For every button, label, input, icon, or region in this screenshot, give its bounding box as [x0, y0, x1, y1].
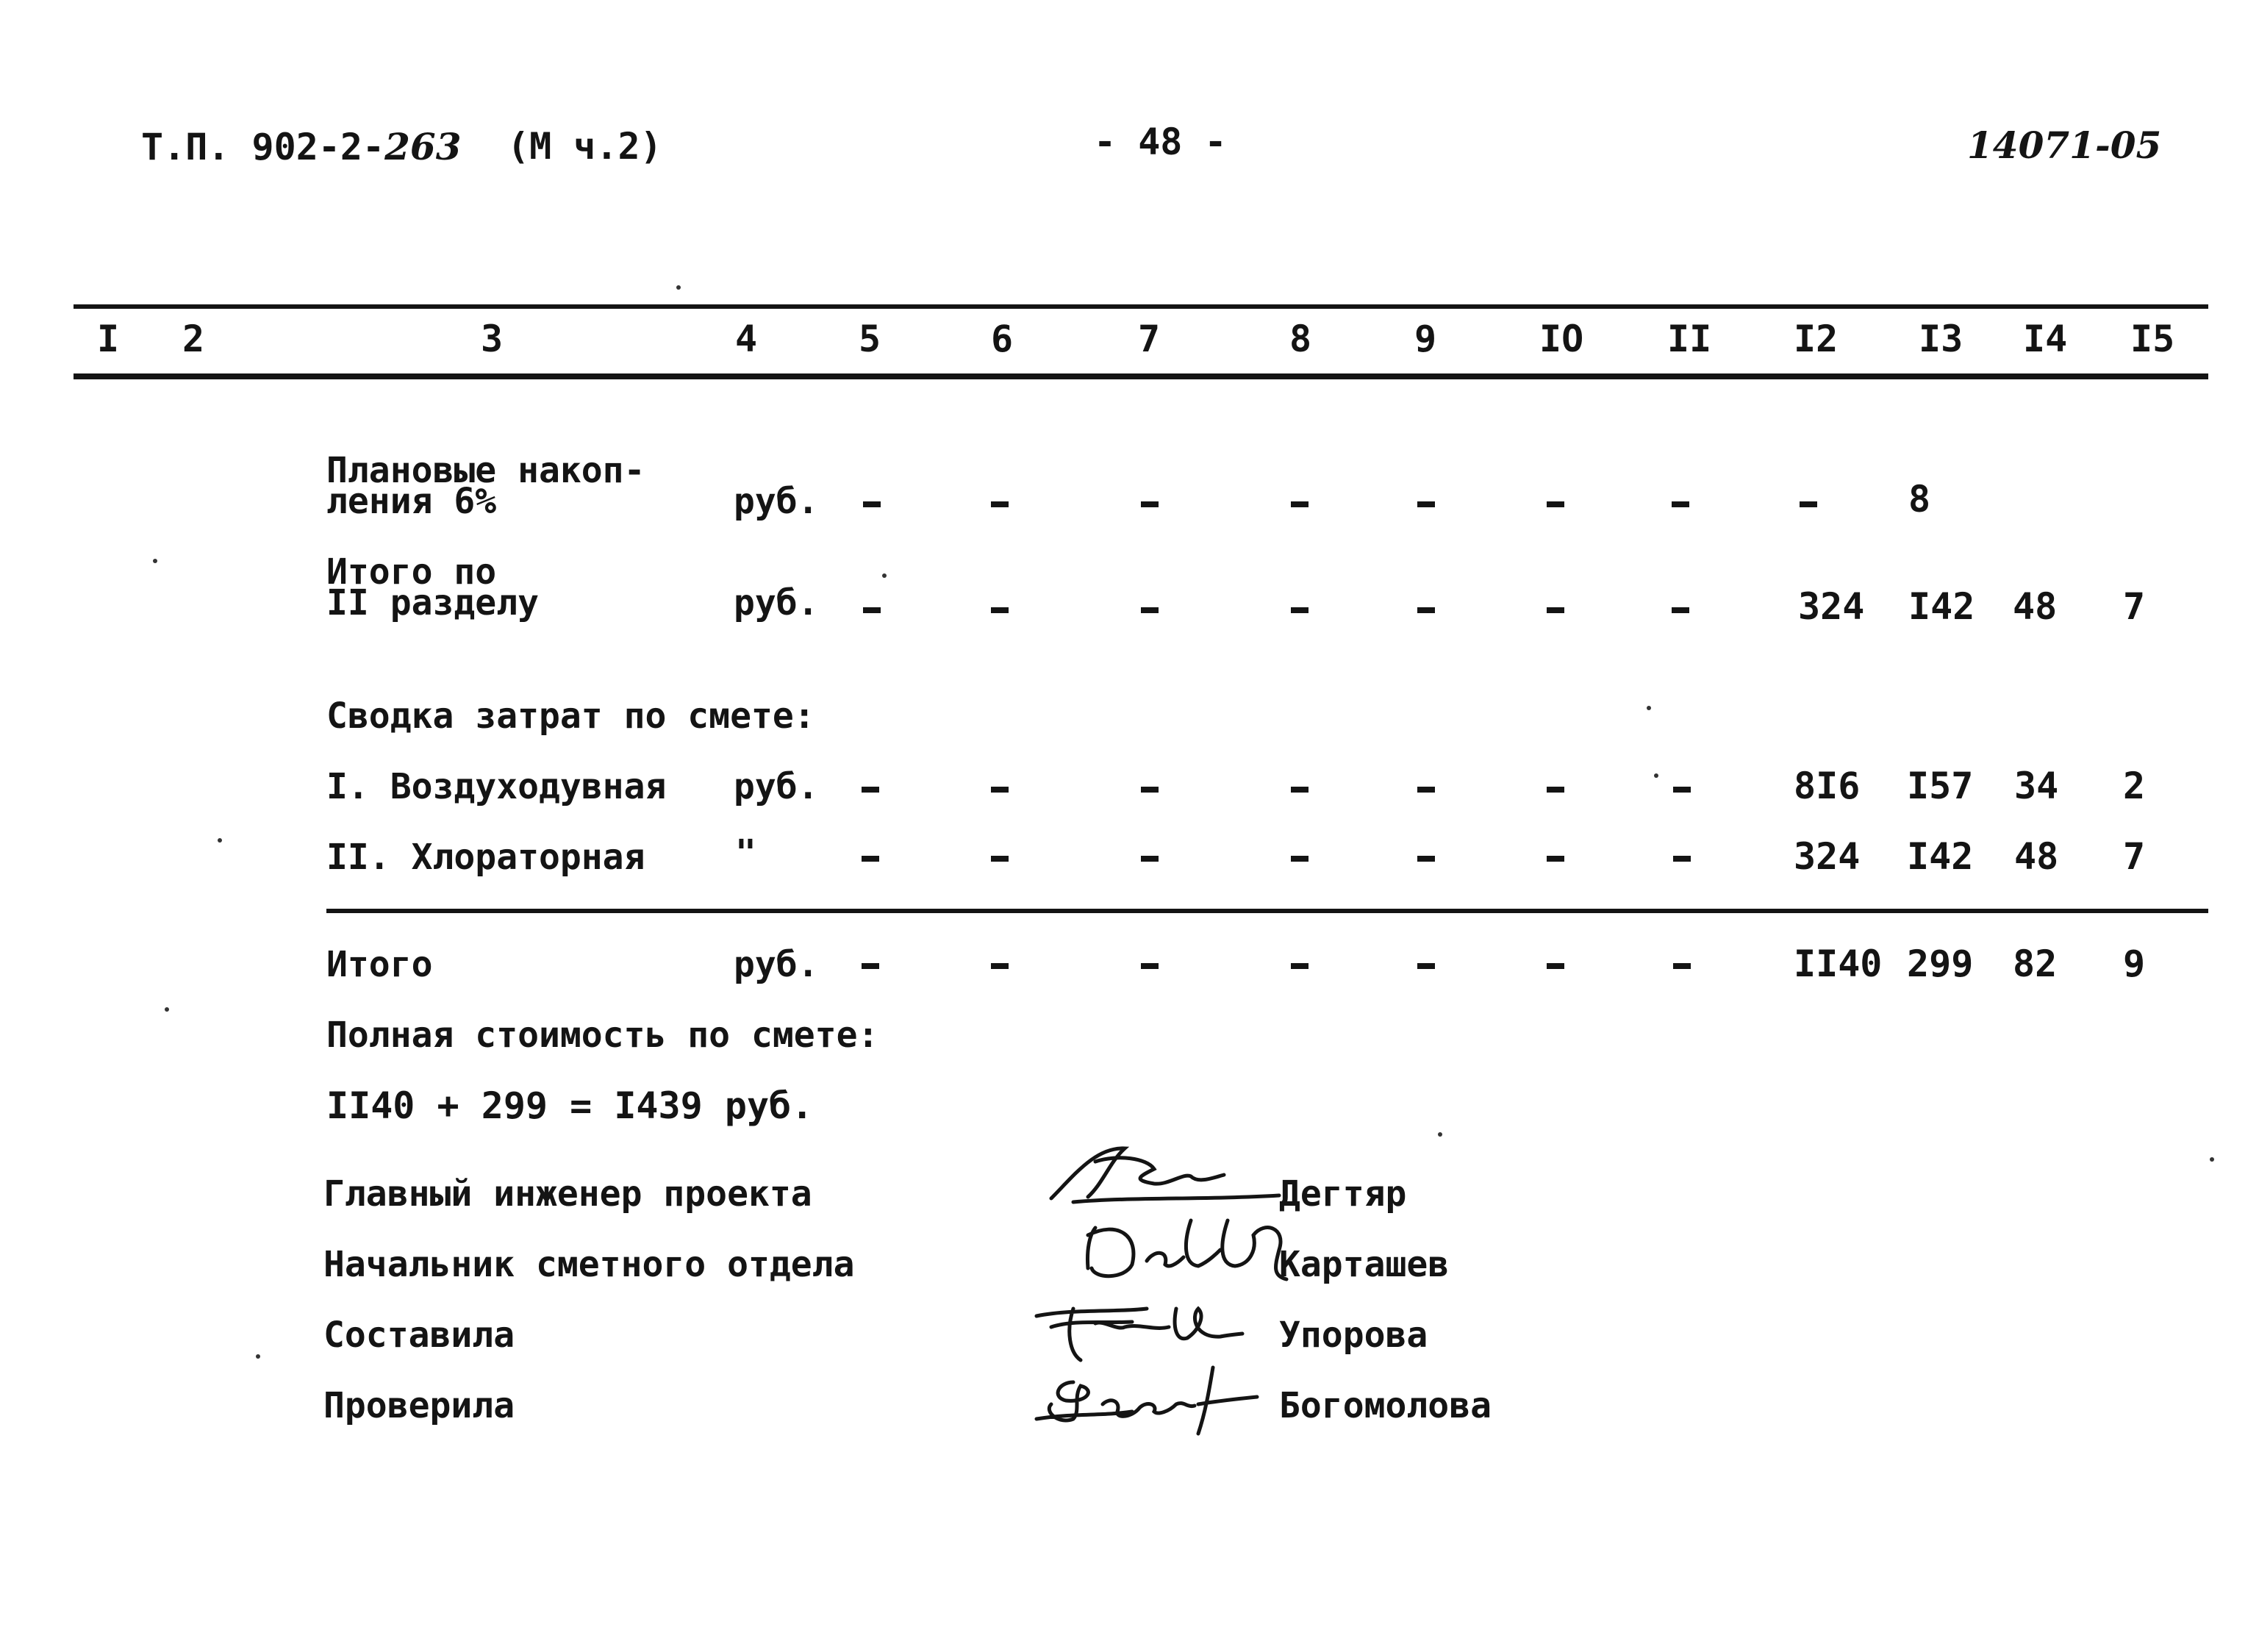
full-cost-formula: II40 + 299 = I439 руб. — [326, 1084, 814, 1127]
dash-c8 — [1291, 607, 1308, 613]
signature-name: Карташев — [1279, 1244, 1450, 1285]
signature-scribble-compiler — [1029, 1287, 1250, 1367]
total-c14: 82 — [2013, 943, 2058, 985]
total-label: Итого — [326, 944, 433, 985]
cell-c13: 8 — [1908, 478, 1931, 521]
scan-speck — [218, 838, 222, 843]
dash-c5 — [862, 787, 879, 793]
col-num-7: 7 — [1138, 318, 1161, 360]
cell-c12: 324 — [1794, 835, 1861, 878]
row-unit-ditto: " — [735, 832, 756, 873]
dash-c7 — [1141, 787, 1159, 793]
scan-speck — [153, 559, 157, 563]
dash-c10 — [1547, 607, 1564, 613]
document-code-handwritten: 263 — [384, 125, 462, 168]
row-name: II. Хлораторная — [326, 837, 645, 878]
signature-scribble-estimate-head — [1073, 1206, 1294, 1294]
dash-c11 — [1672, 501, 1689, 507]
cell-c14: 48 — [2014, 835, 2059, 878]
total-c12: II40 — [1794, 943, 1883, 985]
col-num-3: 3 — [481, 318, 504, 360]
signature-position: Начальник сметного отдела — [323, 1244, 855, 1285]
dash-c7 — [1141, 963, 1159, 969]
archive-number: 14071-05 — [1967, 124, 2162, 167]
col-num-13: I3 — [1919, 318, 1963, 360]
dash-c9 — [1417, 787, 1435, 793]
dash-c5 — [862, 856, 879, 862]
col-num-11: II — [1667, 318, 1712, 360]
dash-c6 — [991, 787, 1009, 793]
dash-c9 — [1417, 607, 1435, 613]
col-num-4: 4 — [735, 318, 758, 360]
dash-c8 — [1291, 963, 1308, 969]
col-num-12: I2 — [1794, 318, 1839, 360]
document-code-prefix: Т.П. 902-2- — [141, 126, 385, 168]
scan-speck — [1654, 773, 1658, 778]
signature-name: Дегтяр — [1279, 1173, 1407, 1215]
dash-c9 — [1417, 501, 1435, 507]
dash-c10 — [1547, 501, 1564, 507]
dash-c7 — [1141, 607, 1159, 613]
total-unit: руб. — [734, 944, 819, 985]
dash-c5 — [862, 963, 879, 969]
dash-c5 — [863, 501, 881, 507]
summary-heading: Сводка затрат по смете: — [326, 696, 815, 737]
total-rule — [326, 909, 2208, 913]
signature-scribble-chief-engineer — [1044, 1132, 1286, 1213]
document-code — [141, 125, 462, 168]
col-num-10: IO — [1539, 318, 1584, 360]
dash-c8 — [1291, 501, 1308, 507]
col-num-6: 6 — [991, 318, 1014, 360]
full-cost-label: Полная стоимость по смете: — [326, 1015, 879, 1056]
row-unit: руб. — [734, 766, 819, 807]
total-c15: 9 — [2123, 943, 2146, 985]
signature-position: Главный инженер проекта — [323, 1173, 812, 1215]
dash-c11 — [1673, 963, 1691, 969]
scan-speck — [1438, 1132, 1442, 1137]
signature-position: Проверила — [323, 1385, 515, 1426]
scan-speck — [165, 1007, 169, 1012]
signature-name: Богомолова — [1279, 1385, 1492, 1426]
row-name: I. Воздуходувная — [326, 766, 667, 807]
cell-c15: 2 — [2123, 765, 2146, 807]
col-num-14: I4 — [2023, 318, 2068, 360]
dash-c10 — [1547, 787, 1564, 793]
dash-c5 — [863, 607, 881, 613]
cell-c13: I42 — [1908, 585, 1975, 628]
cell-c13: I57 — [1907, 765, 1974, 807]
document-part: (М ч.2) — [507, 125, 662, 168]
dash-c9 — [1417, 963, 1435, 969]
cell-c12: 324 — [1798, 585, 1865, 628]
dash-c11 — [1673, 787, 1691, 793]
cell-c14: 34 — [2014, 765, 2059, 807]
row-name-line2: ления 6% — [326, 481, 497, 522]
col-num-5: 5 — [859, 318, 881, 360]
scan-speck — [882, 573, 887, 578]
dash-c8 — [1291, 856, 1308, 862]
row-name-line2: II разделу — [326, 582, 539, 623]
dash-c11 — [1672, 607, 1689, 613]
dash-c8 — [1291, 787, 1308, 793]
dash-c7 — [1141, 501, 1159, 507]
col-num-1: I — [97, 318, 120, 360]
signature-scribble-checker — [1029, 1360, 1264, 1441]
scan-speck — [676, 285, 681, 290]
dash-c11 — [1673, 856, 1691, 862]
dash-c9 — [1417, 856, 1435, 862]
col-num-9: 9 — [1414, 318, 1437, 360]
cell-c15: 7 — [2123, 835, 2146, 878]
row-name-line1: Плановые накоп- — [326, 450, 645, 491]
total-c13: 299 — [1907, 943, 1974, 985]
row-unit: руб. — [734, 582, 819, 623]
cell-c12: 8I6 — [1794, 765, 1861, 807]
row-unit: руб. — [734, 481, 819, 522]
dash-c6 — [991, 607, 1009, 613]
cell-c14: 48 — [2013, 585, 2058, 628]
dash-c12 — [1800, 501, 1817, 507]
scan-speck — [256, 1354, 260, 1359]
page-number: - 48 - — [1094, 121, 1227, 163]
dash-c10 — [1547, 963, 1564, 969]
dash-c6 — [991, 856, 1009, 862]
col-num-8: 8 — [1289, 318, 1312, 360]
scan-speck — [1647, 706, 1651, 710]
col-num-2: 2 — [182, 318, 205, 360]
col-num-15: I5 — [2130, 318, 2175, 360]
table-header-bottom-rule — [74, 373, 2208, 379]
signature-name: Упорова — [1279, 1315, 1428, 1356]
signature-position: Составила — [323, 1315, 515, 1356]
dash-c7 — [1141, 856, 1159, 862]
dash-c10 — [1547, 856, 1564, 862]
dash-c6 — [991, 501, 1009, 507]
cell-c13: I42 — [1907, 835, 1974, 878]
row-name-line1: Итого по — [326, 551, 497, 593]
cell-c15: 7 — [2123, 585, 2146, 628]
dash-c6 — [991, 963, 1009, 969]
table-top-rule — [74, 304, 2208, 309]
scan-speck — [2210, 1157, 2214, 1162]
